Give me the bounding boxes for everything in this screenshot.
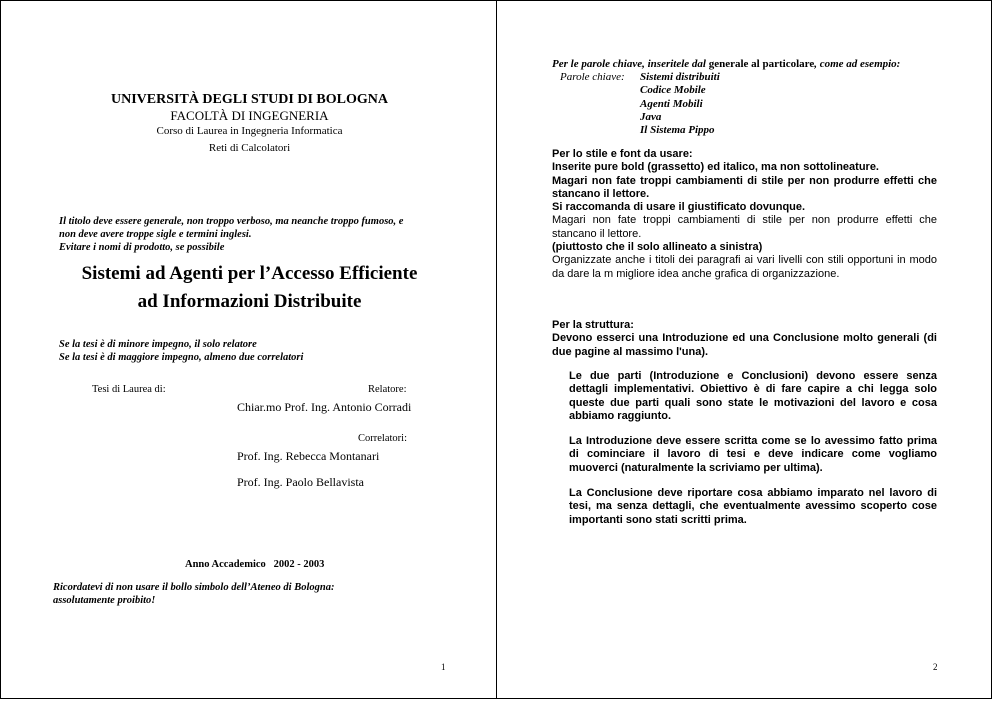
style-rule: Magari non fate troppi cambiamenti di stile per non produrre effetti che stancano il lettore.: [552, 174, 937, 200]
keyword-item: Agenti Mobili: [640, 97, 703, 110]
relatore-name: Chiar.mo Prof. Ing. Antonio Corradi: [237, 400, 412, 414]
style-rule: Inserite pure bold (grassetto) ed italico, ma non sottolineature.: [552, 161, 879, 174]
faculty-name: FACOLTÀ DI INGEGNERIA: [170, 108, 329, 123]
academic-year: [185, 559, 324, 570]
keywords-intro-part: , come ad esempio:: [814, 58, 901, 70]
page-number: 2: [933, 662, 938, 672]
thesis-title-line-1: Sistemi ad Agenti per l’Accesso Efficiente: [81, 263, 418, 284]
course-name: Corso di Laurea in Ingegneria Informatica: [156, 125, 343, 137]
style-example-text: Magari non fate troppi cambiamenti di stile per non produrre effetti che stancano il lettore.: [552, 214, 937, 240]
paragraph-text: La Conclusione deve riportare cosa abbiamo imparato nel lavoro di tesi, ma senza dettagli, che eventualmente avessimo scoperto cose importanti sono stati scritti prima.: [569, 487, 937, 526]
keywords-list: [640, 71, 720, 137]
note-line: Se la tesi è di minore impegno, il solo relatore: [59, 339, 257, 350]
note-line: Evitare i nomi di prodotto, se possibile: [59, 242, 225, 253]
document-page-1: [0, 0, 497, 699]
paragraph-text: La Introduzione deve essere scritta come se lo avessimo fatto prima di cominciare il lavoro di tesi e deve indicare come vogliamo muoverci (naturalmente la scriviamo per ultima).: [569, 435, 937, 474]
academic-year-label: Anno Accademico: [185, 559, 266, 570]
thesis-title-line-2: ad Informazioni Distribuite: [137, 291, 362, 312]
structure-paragraph-2: [569, 435, 937, 475]
keyword-item: Sistemi distribuiti: [640, 71, 720, 83]
correlatore-name-1: Prof. Ing. Rebecca Montanari: [237, 449, 380, 463]
keyword-item: Java: [640, 110, 662, 123]
thesis-author-label: Tesi di Laurea di:: [92, 384, 166, 395]
note-line: Se la tesi è di maggiore impegno, almeno due correlatori: [59, 352, 304, 363]
structure-section: [552, 319, 937, 359]
page-number: 1: [441, 662, 446, 672]
relatore-label: Relatore:: [368, 384, 407, 395]
academic-year-value: 2002 - 2003: [273, 559, 325, 570]
title-guidance-note: [59, 215, 459, 254]
structure-paragraph-3: [569, 487, 937, 527]
keyword-item: Codice Mobile: [640, 84, 706, 97]
note-line: non deve avere troppe sigle e termini inglesi.: [59, 229, 252, 240]
keywords-label: Parole chiave:: [560, 71, 625, 83]
structure-intro: Devono esserci una Introduzione ed una Conclusione molto generali (di due pagine al massimo l'una).: [552, 332, 937, 358]
style-section: [552, 148, 937, 281]
style-note: (piuttosto che il solo allineato a sinistra): [552, 241, 763, 254]
note-line: assolutamente proibito!: [53, 595, 156, 606]
seal-warning-note: [53, 581, 453, 607]
advisor-guidance-note: [59, 338, 459, 364]
university-name: UNIVERSITÀ DEGLI STUDI DI BOLOGNA: [111, 92, 388, 107]
document-page-2: [496, 0, 992, 699]
keywords-intro-part: Per le parole chiave, inseritele dal: [552, 58, 709, 70]
structure-heading: Per la struttura:: [552, 319, 634, 331]
subject-name: Reti di Calcolatori: [208, 142, 291, 154]
structure-paragraph-1: [569, 370, 937, 423]
correlatori-label: Correlatori:: [358, 433, 407, 444]
correlatore-name-2: Prof. Ing. Paolo Bellavista: [237, 475, 364, 489]
style-heading: Per lo stile e font da usare:: [552, 148, 693, 160]
keywords-intro: [552, 58, 900, 70]
note-line: Il titolo deve essere generale, non troppo verboso, ma neanche troppo fumoso, e: [59, 216, 404, 227]
note-line: Ricordatevi di non usare il bollo simbolo dell’Ateneo di Bologna:: [53, 582, 335, 593]
keywords-intro-emphasis: generale al particolare: [708, 58, 815, 70]
style-organization-text: Organizzate anche i titoli dei paragrafi ai vari livelli con stili opportuni in modo da dare la m migliore idea anche grafica di organizzazione.: [552, 254, 937, 280]
keyword-item: Il Sistema Pippo: [640, 124, 715, 137]
paragraph-text: Le due parti (Introduzione e Conclusioni) devono essere senza dettagli implementativi. Obiettivo è di fare capire a chi legga solo queste due parti quali sono state le motivazioni del lavoro e cosa abbiamo raggiunto.: [569, 370, 937, 422]
style-rule: Si raccomanda di usare il giustificato dovunque.: [552, 201, 806, 214]
